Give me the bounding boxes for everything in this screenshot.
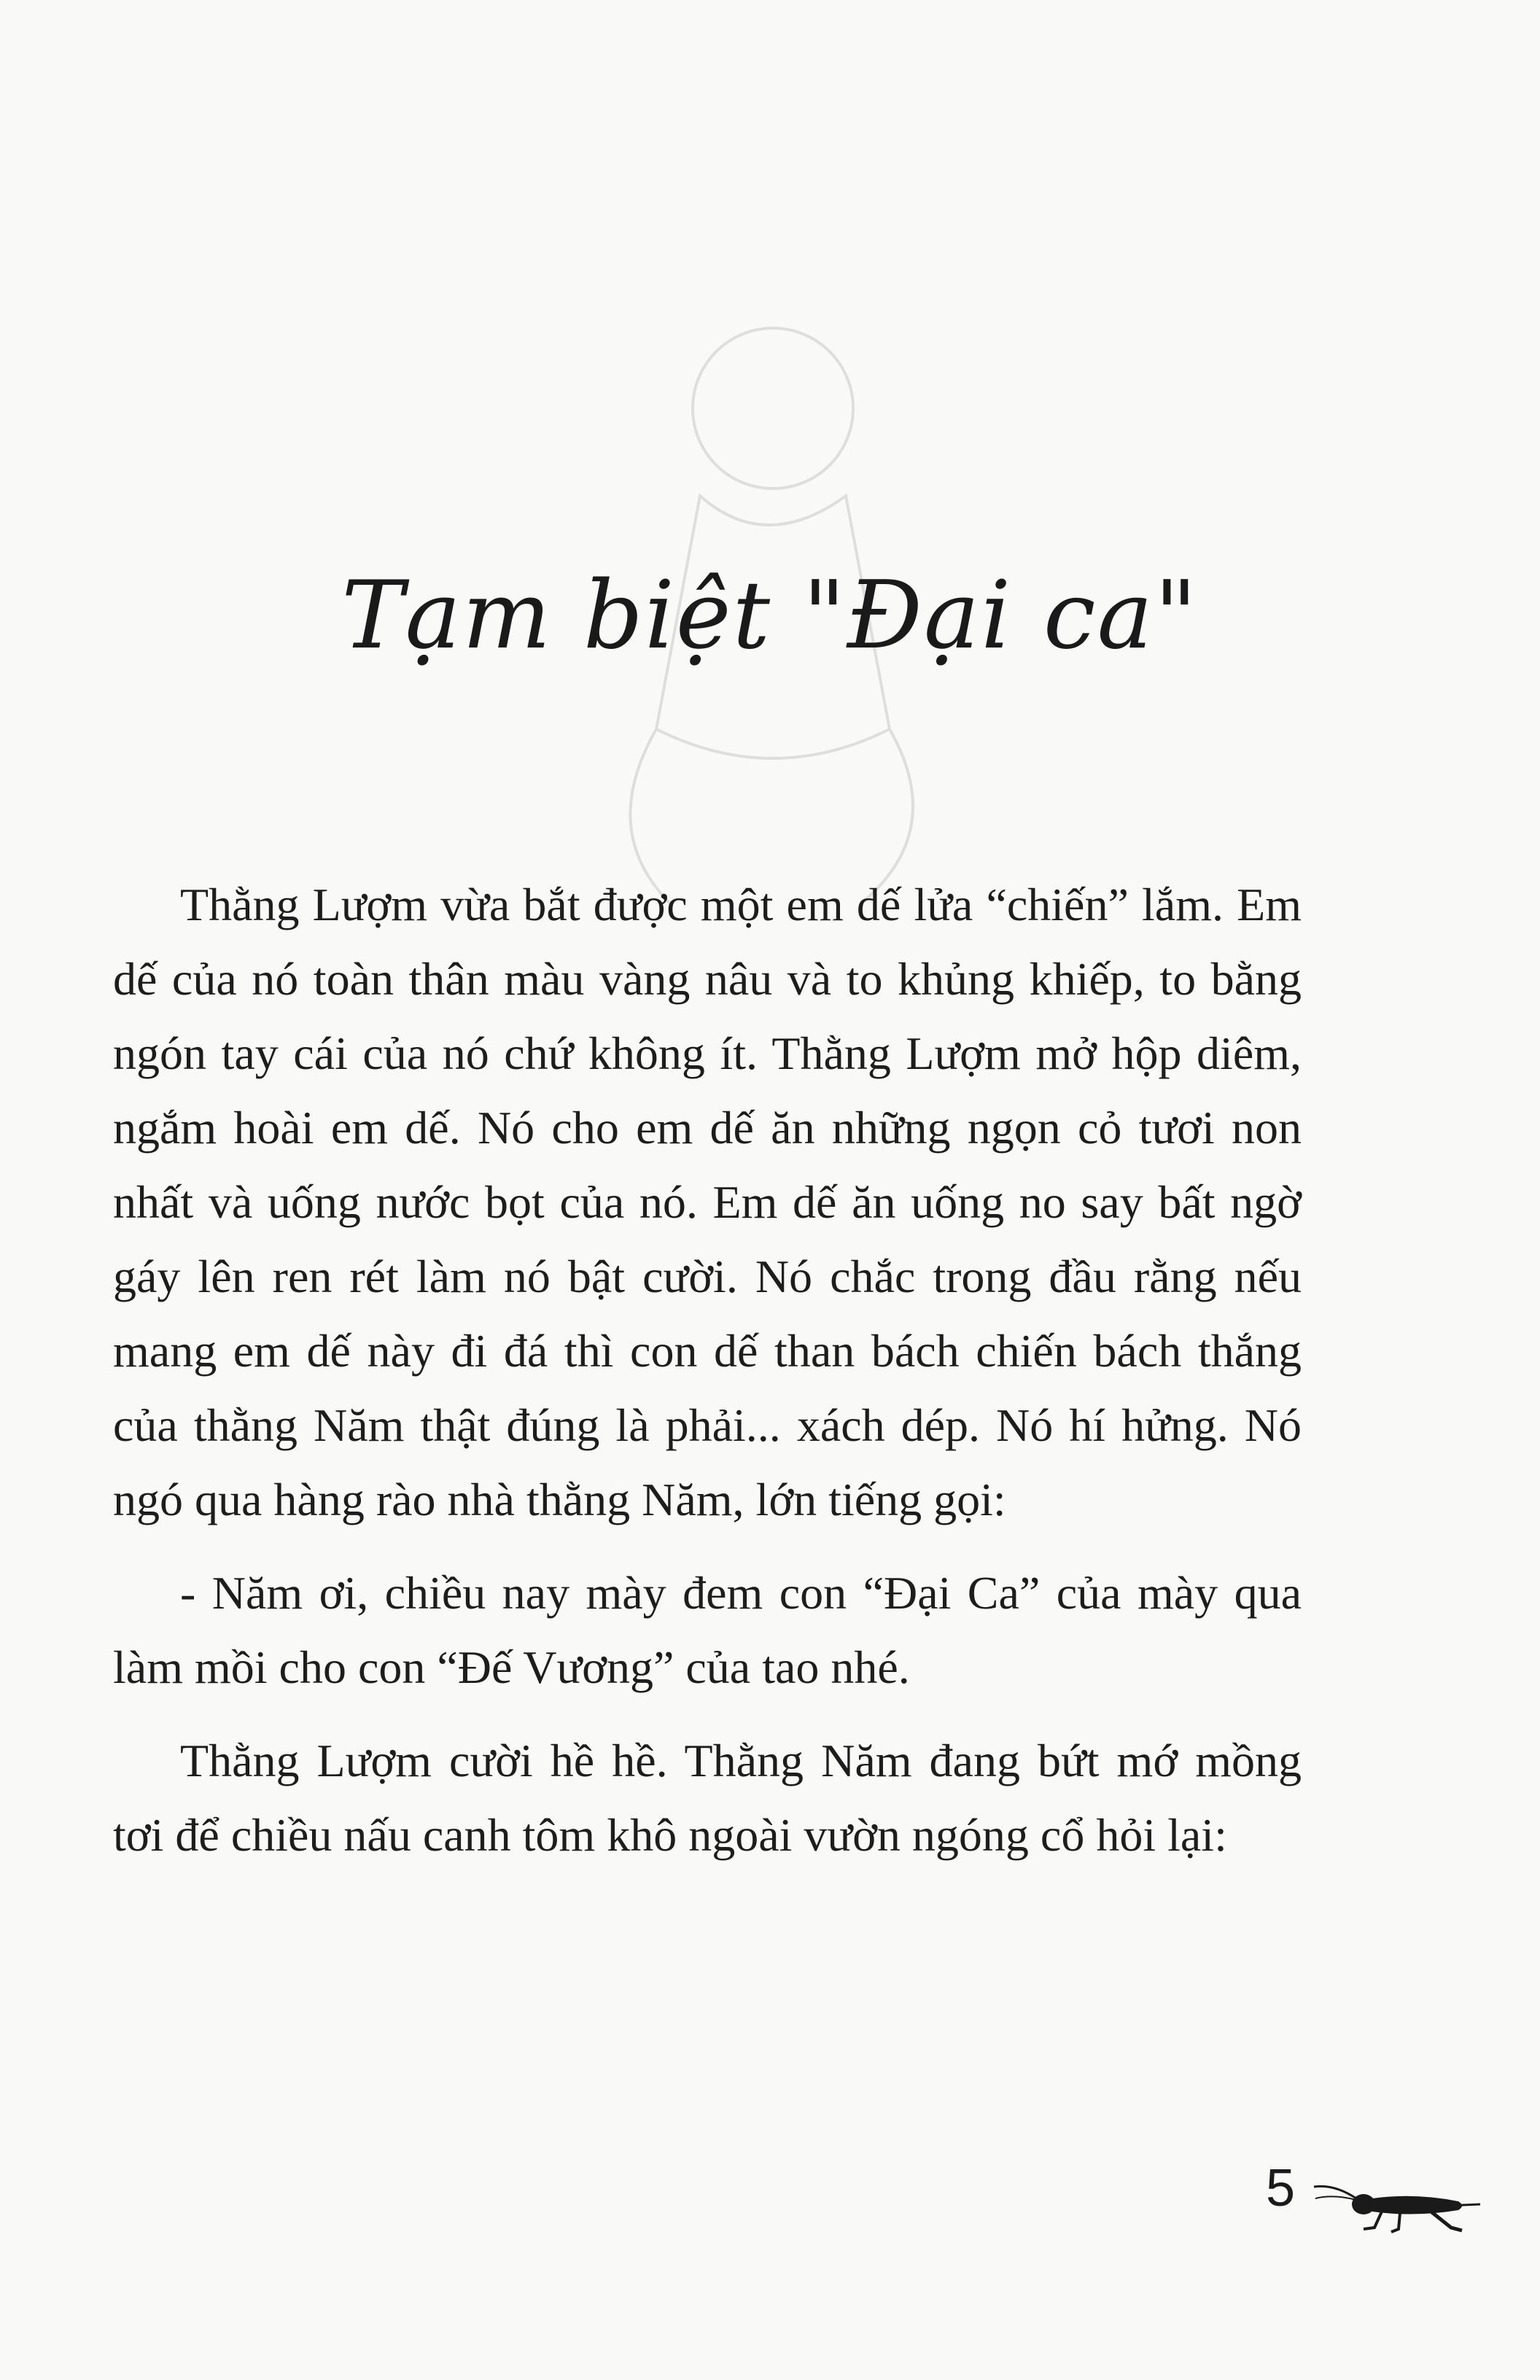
chapter-title: Tạm biệt "Đại ca" bbox=[341, 561, 1199, 670]
page-number: 5 bbox=[1266, 2159, 1296, 2217]
cricket-icon bbox=[1312, 2177, 1488, 2235]
chapter-body bbox=[113, 868, 1302, 1891]
paragraph: Thằng Lượm vừa bắt được một em dế lửa “chiến” lắm. Em dế của nó toàn thân màu vàng nâu và to khủng khiếp, to bằng ngón tay cái của nó chứ không ít. Thằng Lượm mở hộp diêm, ngắm hoài em dế. Nó cho em dế ăn những ngọn cỏ tươi non nhất và uống nước bọt của nó. Em dế ăn uống no say bất ngờ gáy lên ren rét làm nó bật cười. Nó chắc trong đầu rằng nếu mang em dế này đi đá thì con dế than bách chiến bách thắng của thằng Năm thật đúng là phải... xách dép. Nó hí hửng. Nó ngó qua hàng rào nhà thằng Năm, lớn tiếng gọi: bbox=[113, 879, 1302, 1525]
paragraph: - Năm ơi, chiều nay mày đem con “Đại Ca” của mày qua làm mồi cho con “Đế Vương” của tao nhé. bbox=[113, 1567, 1302, 1693]
paragraph: Thằng Lượm cười hề hề. Thằng Năm đang bứt mớ mồng tơi để chiều nấu canh tôm khô ngoài vườn ngóng cổ hỏi lại: bbox=[113, 1735, 1302, 1861]
